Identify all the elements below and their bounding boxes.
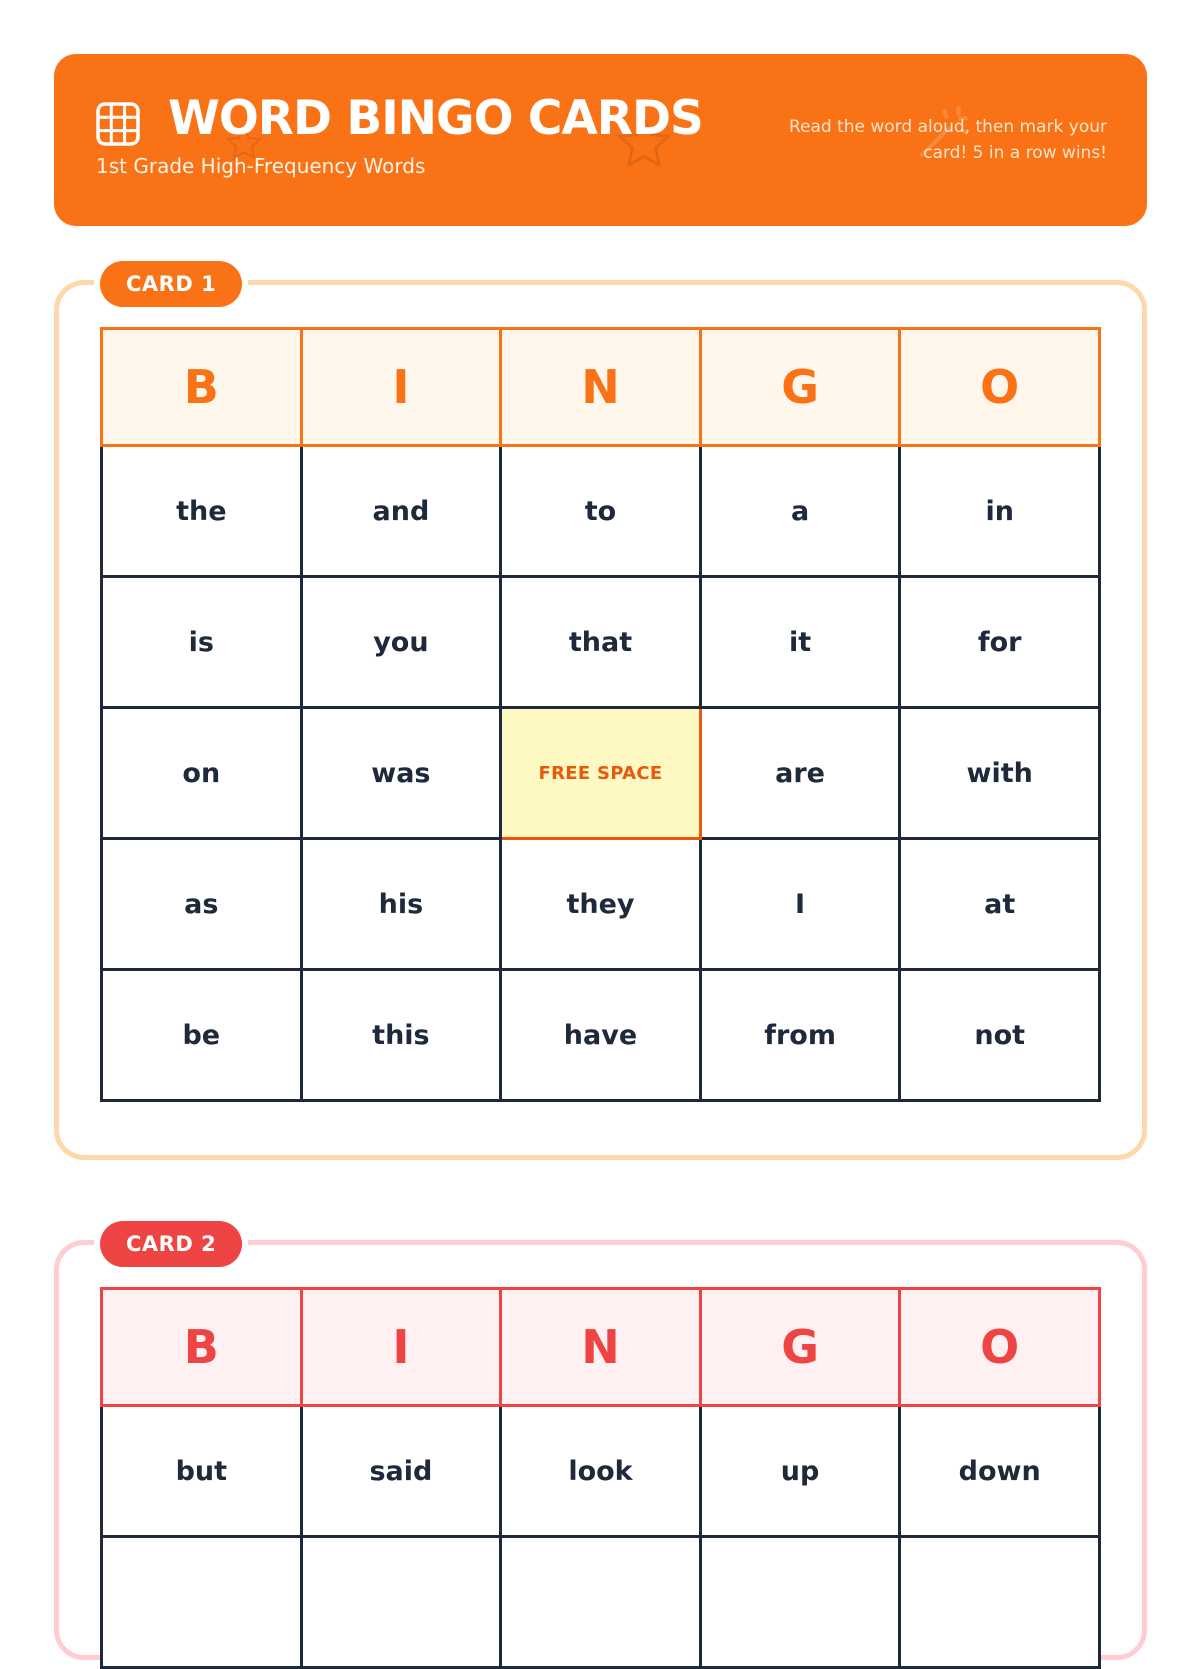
page-title: WORD BINGO CARDS: [168, 91, 703, 146]
bingo-letter-b: B: [102, 1289, 302, 1406]
bingo-cell[interactable]: that: [501, 577, 701, 708]
bingo-row: [102, 708, 1100, 839]
bingo-row: [102, 1537, 1100, 1668]
bingo-cell[interactable]: they: [501, 839, 701, 970]
bingo-cell[interactable]: up: [700, 1406, 900, 1537]
card-1-label: CARD 1: [100, 261, 242, 307]
bingo-header-row: [102, 329, 1100, 446]
bingo-cell[interactable]: for: [900, 577, 1100, 708]
bingo-letter-n: N: [501, 329, 701, 446]
bingo-cell[interactable]: is: [102, 577, 302, 708]
bingo-cell[interactable]: not: [900, 970, 1100, 1101]
bingo-cell[interactable]: be: [102, 970, 302, 1101]
bingo-cell[interactable]: but: [102, 1406, 302, 1537]
bingo-cell[interactable]: on: [102, 708, 302, 839]
bingo-letter-i: I: [301, 329, 501, 446]
bingo-cell[interactable]: at: [900, 839, 1100, 970]
bingo-cell[interactable]: [700, 1537, 900, 1668]
bingo-row: [102, 446, 1100, 577]
bingo-cell[interactable]: and: [301, 446, 501, 577]
bingo-cell[interactable]: are: [700, 708, 900, 839]
bingo-letter-n: N: [501, 1289, 701, 1406]
bingo-cell[interactable]: to: [501, 446, 701, 577]
bingo-cell[interactable]: in: [900, 446, 1100, 577]
bingo-header-row: [102, 1289, 1100, 1406]
bingo-cell[interactable]: the: [102, 446, 302, 577]
bingo-cell[interactable]: from: [700, 970, 900, 1101]
bingo-cell[interactable]: was: [301, 708, 501, 839]
bingo-cell[interactable]: with: [900, 708, 1100, 839]
bingo-cell[interactable]: you: [301, 577, 501, 708]
bingo-cell[interactable]: this: [301, 970, 501, 1101]
bingo-letter-o: O: [900, 1289, 1100, 1406]
bingo-cell[interactable]: it: [700, 577, 900, 708]
bingo-letter-g: G: [700, 1289, 900, 1406]
bingo-grid-2: [100, 1287, 1101, 1669]
instructions-text: Read the word aloud, then mark your card! 5 in a row wins!: [788, 117, 1107, 163]
bingo-row: [102, 577, 1100, 708]
card-2-label: CARD 2: [100, 1221, 242, 1267]
page-header: [54, 54, 1147, 226]
bingo-cell[interactable]: [102, 1537, 302, 1668]
bingo-cell[interactable]: his: [301, 839, 501, 970]
bingo-cell[interactable]: look: [501, 1406, 701, 1537]
bingo-row: [102, 1406, 1100, 1537]
bingo-cell[interactable]: have: [501, 970, 701, 1101]
bingo-cell[interactable]: I: [700, 839, 900, 970]
bingo-cell[interactable]: a: [700, 446, 900, 577]
bingo-cell[interactable]: [501, 1537, 701, 1668]
bingo-row: [102, 839, 1100, 970]
free-space-cell[interactable]: FREE SPACE: [501, 708, 701, 839]
bingo-letter-b: B: [102, 329, 302, 446]
bingo-cell[interactable]: [900, 1537, 1100, 1668]
bingo-letter-g: G: [700, 329, 900, 446]
bingo-cell[interactable]: down: [900, 1406, 1100, 1537]
bingo-row: [102, 970, 1100, 1101]
grid-icon: [96, 102, 140, 146]
bingo-grid-1: [100, 327, 1101, 1102]
page-subtitle: 1st Grade High-Frequency Words: [96, 154, 426, 178]
bingo-letter-i: I: [301, 1289, 501, 1406]
bingo-letter-o: O: [900, 329, 1100, 446]
bingo-cell[interactable]: as: [102, 839, 302, 970]
bingo-cell[interactable]: said: [301, 1406, 501, 1537]
bingo-cell[interactable]: [301, 1537, 501, 1668]
